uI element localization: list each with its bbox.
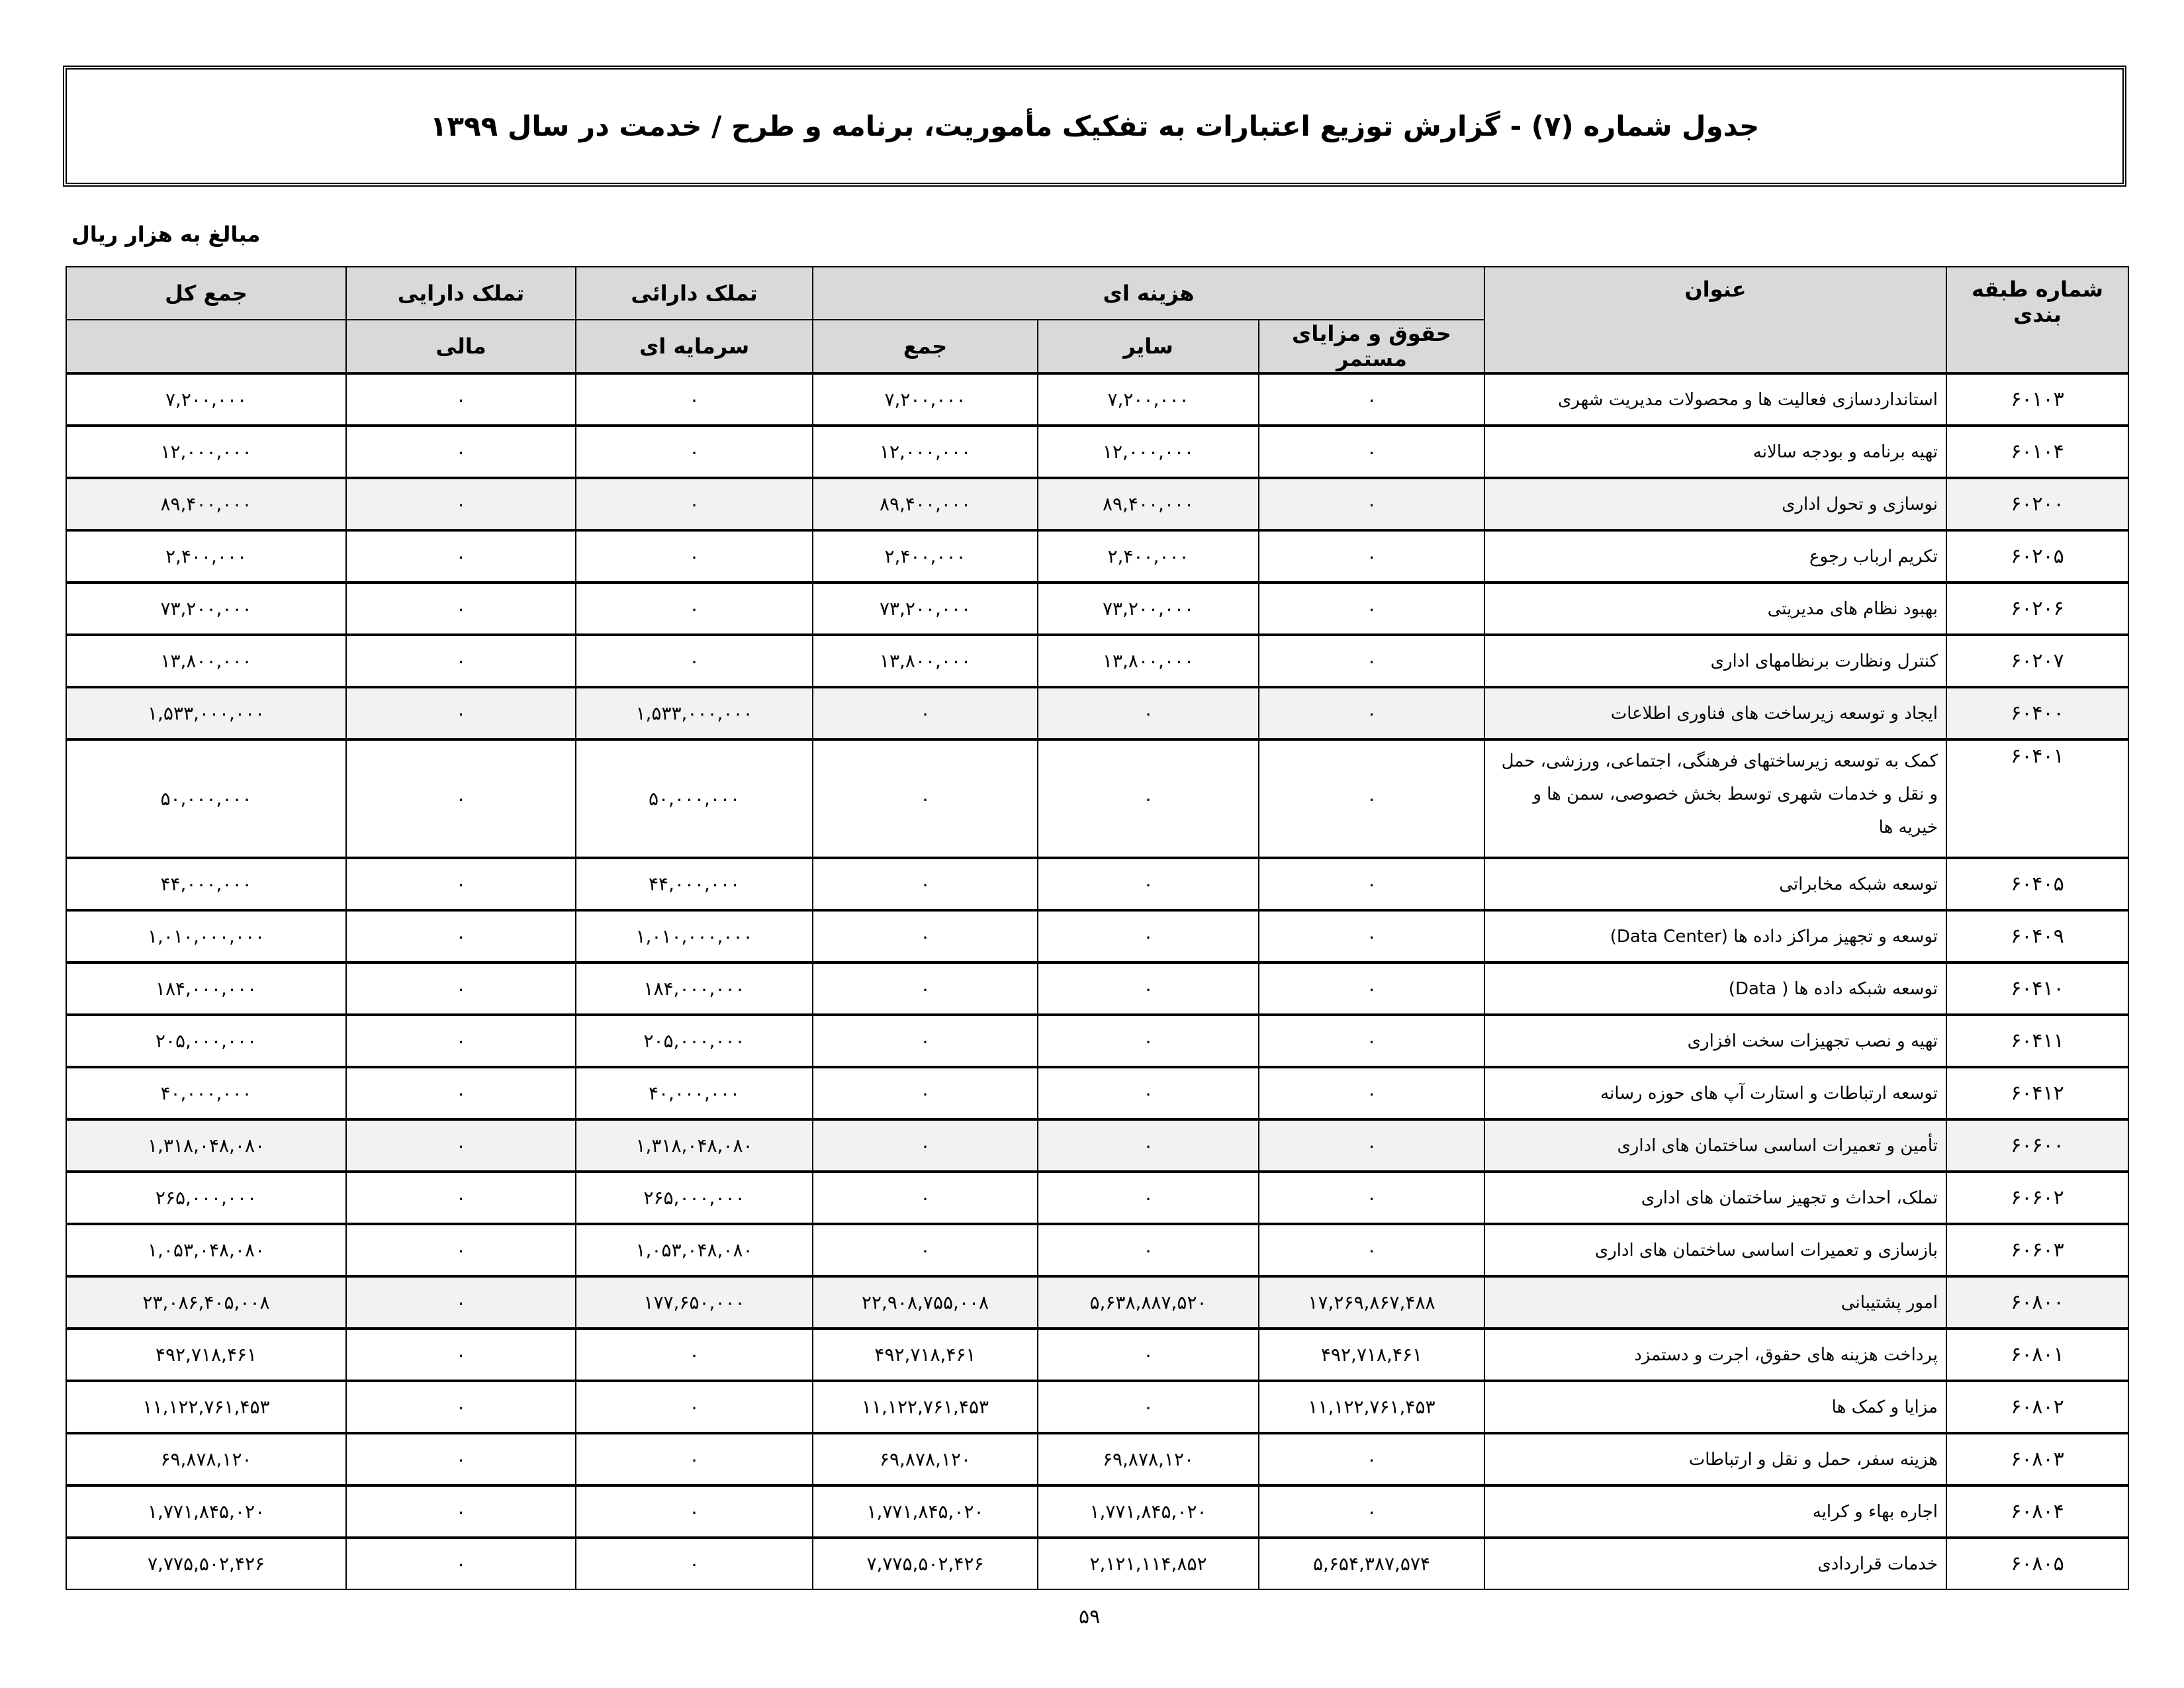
cell-capital: ۵۰,۰۰۰,۰۰۰ bbox=[576, 739, 813, 858]
header-total-blank bbox=[66, 320, 346, 373]
cell-salaries: ۰ bbox=[1259, 426, 1484, 478]
cell-title: اجاره بهاء و کرایه bbox=[1484, 1485, 1946, 1538]
header-capital-bottom: سرمایه ای bbox=[576, 320, 813, 373]
cell-capital: ۱۸۴,۰۰۰,۰۰۰ bbox=[576, 962, 813, 1015]
cell-other: ۰ bbox=[1038, 1119, 1259, 1172]
table-row bbox=[66, 1067, 2128, 1119]
cell-sum: ۱۲,۰۰۰,۰۰۰ bbox=[813, 426, 1038, 478]
cell-sum: ۷۳,۲۰۰,۰۰۰ bbox=[813, 583, 1038, 635]
cell-total: ۲۰۵,۰۰۰,۰۰۰ bbox=[66, 1015, 346, 1067]
cell-code: ۶۰۱۰۴ bbox=[1946, 426, 2128, 478]
cell-other: ۱۳,۸۰۰,۰۰۰ bbox=[1038, 635, 1259, 687]
cell-code: ۶۰۲۰۷ bbox=[1946, 635, 2128, 687]
cell-total: ۱۳,۸۰۰,۰۰۰ bbox=[66, 635, 346, 687]
header-code: شماره طبقه بندی bbox=[1946, 267, 2128, 373]
table-row bbox=[66, 1224, 2128, 1276]
cell-other: ۱۲,۰۰۰,۰۰۰ bbox=[1038, 426, 1259, 478]
cell-sum: ۸۹,۴۰۰,۰۰۰ bbox=[813, 478, 1038, 530]
cell-other: ۸۹,۴۰۰,۰۰۰ bbox=[1038, 478, 1259, 530]
cell-total: ۱,۰۵۳,۰۴۸,۰۸۰ bbox=[66, 1224, 346, 1276]
cell-code: ۶۰۸۰۵ bbox=[1946, 1538, 2128, 1589]
cell-code: ۶۰۸۰۱ bbox=[1946, 1329, 2128, 1381]
cell-sum: ۲۲,۹۰۸,۷۵۵,۰۰۸ bbox=[813, 1276, 1038, 1329]
cell-sum: ۴۹۲,۷۱۸,۴۶۱ bbox=[813, 1329, 1038, 1381]
header-other: سایر bbox=[1038, 320, 1259, 373]
cell-salaries: ۰ bbox=[1259, 1067, 1484, 1119]
cell-salaries: ۰ bbox=[1259, 962, 1484, 1015]
cell-capital: ۰ bbox=[576, 478, 813, 530]
cell-total: ۴۴,۰۰۰,۰۰۰ bbox=[66, 858, 346, 910]
cell-code: ۶۰۶۰۲ bbox=[1946, 1172, 2128, 1224]
header-title: عنوان bbox=[1484, 267, 1946, 373]
cell-title: بهبود نظام های مدیریتی bbox=[1484, 583, 1946, 635]
cell-title: هزینه سفر، حمل و نقل و ارتباطات bbox=[1484, 1433, 1946, 1485]
table-row bbox=[66, 1329, 2128, 1381]
cell-total: ۱,۳۱۸,۰۴۸,۰۸۰ bbox=[66, 1119, 346, 1172]
cell-sum: ۰ bbox=[813, 910, 1038, 962]
table-row bbox=[66, 1276, 2128, 1329]
cell-title: توسعه شبکه مخابراتی bbox=[1484, 858, 1946, 910]
cell-total: ۴۰,۰۰۰,۰۰۰ bbox=[66, 1067, 346, 1119]
cell-salaries: ۰ bbox=[1259, 858, 1484, 910]
cell-title: نوسازی و تحول اداری bbox=[1484, 478, 1946, 530]
cell-capital: ۰ bbox=[576, 583, 813, 635]
cell-sum: ۰ bbox=[813, 1172, 1038, 1224]
cell-total: ۱۸۴,۰۰۰,۰۰۰ bbox=[66, 962, 346, 1015]
cell-other: ۱,۷۷۱,۸۴۵,۰۲۰ bbox=[1038, 1485, 1259, 1538]
table-row bbox=[66, 739, 2128, 858]
cell-other: ۰ bbox=[1038, 1224, 1259, 1276]
cell-sum: ۰ bbox=[813, 1015, 1038, 1067]
cell-financial: ۰ bbox=[346, 1015, 576, 1067]
table-row bbox=[66, 1381, 2128, 1433]
cell-capital: ۱,۰۱۰,۰۰۰,۰۰۰ bbox=[576, 910, 813, 962]
cell-other: ۰ bbox=[1038, 1172, 1259, 1224]
cell-other: ۰ bbox=[1038, 687, 1259, 739]
cell-financial: ۰ bbox=[346, 635, 576, 687]
cell-title: تهیه و نصب تجهیزات سخت افزاری bbox=[1484, 1015, 1946, 1067]
header-financial-bottom: مالی bbox=[346, 320, 576, 373]
cell-title: خدمات قراردادی bbox=[1484, 1538, 1946, 1589]
cell-capital: ۰ bbox=[576, 635, 813, 687]
cell-financial: ۰ bbox=[346, 1276, 576, 1329]
table-row bbox=[66, 1433, 2128, 1485]
cell-total: ۱,۷۷۱,۸۴۵,۰۲۰ bbox=[66, 1485, 346, 1538]
cell-total: ۲,۴۰۰,۰۰۰ bbox=[66, 530, 346, 583]
page-title: جدول شماره (۷) - گزارش توزیع اعتبارات به تفکیک مأموریت، برنامه و طرح / خدمت در سال ۱۳۹۹ bbox=[430, 110, 1760, 142]
cell-financial: ۰ bbox=[346, 530, 576, 583]
cell-title: توسعه شبکه داده ها ( Data) bbox=[1484, 962, 1946, 1015]
page-number: ۵۹ bbox=[1079, 1605, 1101, 1628]
cell-capital: ۰ bbox=[576, 1381, 813, 1433]
cell-capital: ۰ bbox=[576, 1538, 813, 1589]
cell-other: ۷۳,۲۰۰,۰۰۰ bbox=[1038, 583, 1259, 635]
budget-table bbox=[66, 266, 2129, 1590]
cell-code: ۶۰۲۰۰ bbox=[1946, 478, 2128, 530]
cell-financial: ۰ bbox=[346, 1485, 576, 1538]
cell-sum: ۰ bbox=[813, 858, 1038, 910]
cell-code: ۶۰۸۰۳ bbox=[1946, 1433, 2128, 1485]
table-row bbox=[66, 1119, 2128, 1172]
cell-financial: ۰ bbox=[346, 1067, 576, 1119]
cell-code: ۶۰۴۰۹ bbox=[1946, 910, 2128, 962]
cell-other: ۵,۶۳۸,۸۸۷,۵۲۰ bbox=[1038, 1276, 1259, 1329]
cell-salaries: ۵,۶۵۴,۳۸۷,۵۷۴ bbox=[1259, 1538, 1484, 1589]
header-sum: جمع bbox=[813, 320, 1038, 373]
cell-financial: ۰ bbox=[346, 583, 576, 635]
cell-other: ۰ bbox=[1038, 1329, 1259, 1381]
table-row bbox=[66, 687, 2128, 739]
cell-title: تکریم ارباب رجوع bbox=[1484, 530, 1946, 583]
cell-code: ۶۰۴۱۱ bbox=[1946, 1015, 2128, 1067]
table-row bbox=[66, 1538, 2128, 1589]
cell-financial: ۰ bbox=[346, 1172, 576, 1224]
cell-capital: ۰ bbox=[576, 1433, 813, 1485]
table-row bbox=[66, 1015, 2128, 1067]
cell-code: ۶۰۴۱۰ bbox=[1946, 962, 2128, 1015]
cell-sum: ۰ bbox=[813, 687, 1038, 739]
cell-code: ۶۰۸۰۴ bbox=[1946, 1485, 2128, 1538]
cell-title: ایجاد و توسعه زیرساخت های فناوری اطلاعات bbox=[1484, 687, 1946, 739]
cell-code: ۶۰۴۱۲ bbox=[1946, 1067, 2128, 1119]
cell-sum: ۷,۷۷۵,۵۰۲,۴۲۶ bbox=[813, 1538, 1038, 1589]
cell-total: ۲۳,۰۸۶,۴۰۵,۰۰۸ bbox=[66, 1276, 346, 1329]
cell-financial: ۰ bbox=[346, 1381, 576, 1433]
table-row bbox=[66, 858, 2128, 910]
cell-financial: ۰ bbox=[346, 858, 576, 910]
cell-financial: ۰ bbox=[346, 426, 576, 478]
cell-title: امور پشتیبانی bbox=[1484, 1276, 1946, 1329]
cell-financial: ۰ bbox=[346, 1538, 576, 1589]
cell-title: تأمین و تعمیرات اساسی ساختمان های اداری bbox=[1484, 1119, 1946, 1172]
cell-salaries: ۰ bbox=[1259, 1224, 1484, 1276]
table-row bbox=[66, 1172, 2128, 1224]
cell-salaries: ۰ bbox=[1259, 739, 1484, 858]
table-row bbox=[66, 910, 2128, 962]
cell-sum: ۰ bbox=[813, 962, 1038, 1015]
cell-other: ۰ bbox=[1038, 962, 1259, 1015]
cell-capital: ۲۰۵,۰۰۰,۰۰۰ bbox=[576, 1015, 813, 1067]
cell-salaries: ۱۷,۲۶۹,۸۶۷,۴۸۸ bbox=[1259, 1276, 1484, 1329]
cell-financial: ۰ bbox=[346, 687, 576, 739]
cell-financial: ۰ bbox=[346, 373, 576, 426]
header-capital-top: تملک دارائی bbox=[576, 267, 813, 320]
cell-sum: ۱۱,۱۲۲,۷۶۱,۴۵۳ bbox=[813, 1381, 1038, 1433]
cell-salaries: ۱۱,۱۲۲,۷۶۱,۴۵۳ bbox=[1259, 1381, 1484, 1433]
cell-other: ۶۹,۸۷۸,۱۲۰ bbox=[1038, 1433, 1259, 1485]
cell-title: توسعه و تجهیز مراکز داده ها (Data Center) bbox=[1484, 910, 1946, 962]
cell-salaries: ۰ bbox=[1259, 1119, 1484, 1172]
cell-code: ۶۰۴۰۰ bbox=[1946, 687, 2128, 739]
cell-financial: ۰ bbox=[346, 1119, 576, 1172]
table-row bbox=[66, 530, 2128, 583]
cell-financial: ۰ bbox=[346, 910, 576, 962]
cell-total: ۵۰,۰۰۰,۰۰۰ bbox=[66, 739, 346, 858]
cell-capital: ۲۶۵,۰۰۰,۰۰۰ bbox=[576, 1172, 813, 1224]
cell-salaries: ۰ bbox=[1259, 687, 1484, 739]
cell-title: استانداردسازی فعالیت ها و محصولات مدیریت شهری bbox=[1484, 373, 1946, 426]
cell-code: ۶۰۴۰۱ bbox=[1946, 739, 2128, 858]
cell-sum: ۶۹,۸۷۸,۱۲۰ bbox=[813, 1433, 1038, 1485]
table-row bbox=[66, 962, 2128, 1015]
cell-total: ۲۶۵,۰۰۰,۰۰۰ bbox=[66, 1172, 346, 1224]
cell-salaries: ۰ bbox=[1259, 910, 1484, 962]
cell-code: ۶۰۸۰۲ bbox=[1946, 1381, 2128, 1433]
cell-title: مزایا و کمک ها bbox=[1484, 1381, 1946, 1433]
cell-other: ۰ bbox=[1038, 1067, 1259, 1119]
table-row bbox=[66, 426, 2128, 478]
cell-total: ۱,۰۱۰,۰۰۰,۰۰۰ bbox=[66, 910, 346, 962]
table-body bbox=[66, 373, 2128, 1589]
cell-financial: ۰ bbox=[346, 1329, 576, 1381]
cell-code: ۶۰۲۰۵ bbox=[1946, 530, 2128, 583]
cell-sum: ۱۳,۸۰۰,۰۰۰ bbox=[813, 635, 1038, 687]
cell-sum: ۰ bbox=[813, 739, 1038, 858]
cell-capital: ۱,۳۱۸,۰۴۸,۰۸۰ bbox=[576, 1119, 813, 1172]
cell-sum: ۰ bbox=[813, 1119, 1038, 1172]
cell-capital: ۴۴,۰۰۰,۰۰۰ bbox=[576, 858, 813, 910]
cell-salaries: ۰ bbox=[1259, 478, 1484, 530]
cell-code: ۶۰۱۰۳ bbox=[1946, 373, 2128, 426]
cell-salaries: ۰ bbox=[1259, 1172, 1484, 1224]
cell-total: ۷۳,۲۰۰,۰۰۰ bbox=[66, 583, 346, 635]
cell-sum: ۱,۷۷۱,۸۴۵,۰۲۰ bbox=[813, 1485, 1038, 1538]
table-row bbox=[66, 635, 2128, 687]
cell-other: ۲,۱۲۱,۱۱۴,۸۵۲ bbox=[1038, 1538, 1259, 1589]
cell-capital: ۱,۰۵۳,۰۴۸,۰۸۰ bbox=[576, 1224, 813, 1276]
cell-capital: ۴۰,۰۰۰,۰۰۰ bbox=[576, 1067, 813, 1119]
cell-title: کنترل ونظارت برنظامهای اداری bbox=[1484, 635, 1946, 687]
cell-other: ۰ bbox=[1038, 1381, 1259, 1433]
cell-total: ۱۱,۱۲۲,۷۶۱,۴۵۳ bbox=[66, 1381, 346, 1433]
table-row bbox=[66, 478, 2128, 530]
cell-capital: ۰ bbox=[576, 1329, 813, 1381]
cell-salaries: ۰ bbox=[1259, 635, 1484, 687]
cell-capital: ۰ bbox=[576, 530, 813, 583]
cell-capital: ۰ bbox=[576, 373, 813, 426]
table-row bbox=[66, 373, 2128, 426]
cell-other: ۷,۲۰۰,۰۰۰ bbox=[1038, 373, 1259, 426]
cell-code: ۶۰۴۰۵ bbox=[1946, 858, 2128, 910]
cell-financial: ۰ bbox=[346, 478, 576, 530]
table-row bbox=[66, 1485, 2128, 1538]
cell-salaries: ۰ bbox=[1259, 1433, 1484, 1485]
cell-sum: ۰ bbox=[813, 1067, 1038, 1119]
cell-salaries: ۴۹۲,۷۱۸,۴۶۱ bbox=[1259, 1329, 1484, 1381]
cell-capital: ۱,۵۳۳,۰۰۰,۰۰۰ bbox=[576, 687, 813, 739]
cell-title: کمک به توسعه زیرساختهای فرهنگی، اجتماعی، ورزشی، حمل و نقل و خدمات شهری توسط بخش خصوصی، سمن ها و خیریه ها bbox=[1484, 739, 1946, 858]
header-total: جمع کل bbox=[66, 267, 346, 320]
cell-other: ۰ bbox=[1038, 1015, 1259, 1067]
cell-sum: ۲,۴۰۰,۰۰۰ bbox=[813, 530, 1038, 583]
cell-total: ۱۲,۰۰۰,۰۰۰ bbox=[66, 426, 346, 478]
cell-financial: ۰ bbox=[346, 1433, 576, 1485]
cell-title: تهیه برنامه و بودجه سالانه bbox=[1484, 426, 1946, 478]
unit-note: مبالغ به هزار ریال bbox=[71, 222, 261, 247]
cell-code: ۶۰۶۰۰ bbox=[1946, 1119, 2128, 1172]
cell-code: ۶۰۸۰۰ bbox=[1946, 1276, 2128, 1329]
cell-financial: ۰ bbox=[346, 1224, 576, 1276]
table-row bbox=[66, 583, 2128, 635]
cell-total: ۷,۲۰۰,۰۰۰ bbox=[66, 373, 346, 426]
cell-other: ۰ bbox=[1038, 858, 1259, 910]
title-box bbox=[63, 66, 2126, 187]
cell-title: توسعه ارتباطات و استارت آپ های حوزه رسانه bbox=[1484, 1067, 1946, 1119]
cell-title: بازسازی و تعمیرات اساسی ساختمان های اداری bbox=[1484, 1224, 1946, 1276]
cell-other: ۰ bbox=[1038, 739, 1259, 858]
cell-financial: ۰ bbox=[346, 739, 576, 858]
cell-sum: ۷,۲۰۰,۰۰۰ bbox=[813, 373, 1038, 426]
cell-sum: ۰ bbox=[813, 1224, 1038, 1276]
header-expense: هزینه ای bbox=[813, 267, 1484, 320]
cell-capital: ۱۷۷,۶۵۰,۰۰۰ bbox=[576, 1276, 813, 1329]
cell-salaries: ۰ bbox=[1259, 1015, 1484, 1067]
cell-salaries: ۰ bbox=[1259, 1485, 1484, 1538]
cell-total: ۸۹,۴۰۰,۰۰۰ bbox=[66, 478, 346, 530]
cell-other: ۰ bbox=[1038, 910, 1259, 962]
cell-capital: ۰ bbox=[576, 1485, 813, 1538]
cell-total: ۶۹,۸۷۸,۱۲۰ bbox=[66, 1433, 346, 1485]
header-salaries: حقوق و مزایای مستمر bbox=[1259, 320, 1484, 373]
cell-total: ۴۹۲,۷۱۸,۴۶۱ bbox=[66, 1329, 346, 1381]
cell-title: پرداخت هزینه های حقوق، اجرت و دستمزد bbox=[1484, 1329, 1946, 1381]
cell-financial: ۰ bbox=[346, 962, 576, 1015]
cell-total: ۷,۷۷۵,۵۰۲,۴۲۶ bbox=[66, 1538, 346, 1589]
cell-salaries: ۰ bbox=[1259, 373, 1484, 426]
cell-title: تملک، احداث و تجهیز ساختمان های اداری bbox=[1484, 1172, 1946, 1224]
cell-capital: ۰ bbox=[576, 426, 813, 478]
cell-code: ۶۰۲۰۶ bbox=[1946, 583, 2128, 635]
cell-salaries: ۰ bbox=[1259, 530, 1484, 583]
header-financial-top: تملک دارایی bbox=[346, 267, 576, 320]
cell-code: ۶۰۶۰۳ bbox=[1946, 1224, 2128, 1276]
cell-total: ۱,۵۳۳,۰۰۰,۰۰۰ bbox=[66, 687, 346, 739]
cell-salaries: ۰ bbox=[1259, 583, 1484, 635]
cell-other: ۲,۴۰۰,۰۰۰ bbox=[1038, 530, 1259, 583]
